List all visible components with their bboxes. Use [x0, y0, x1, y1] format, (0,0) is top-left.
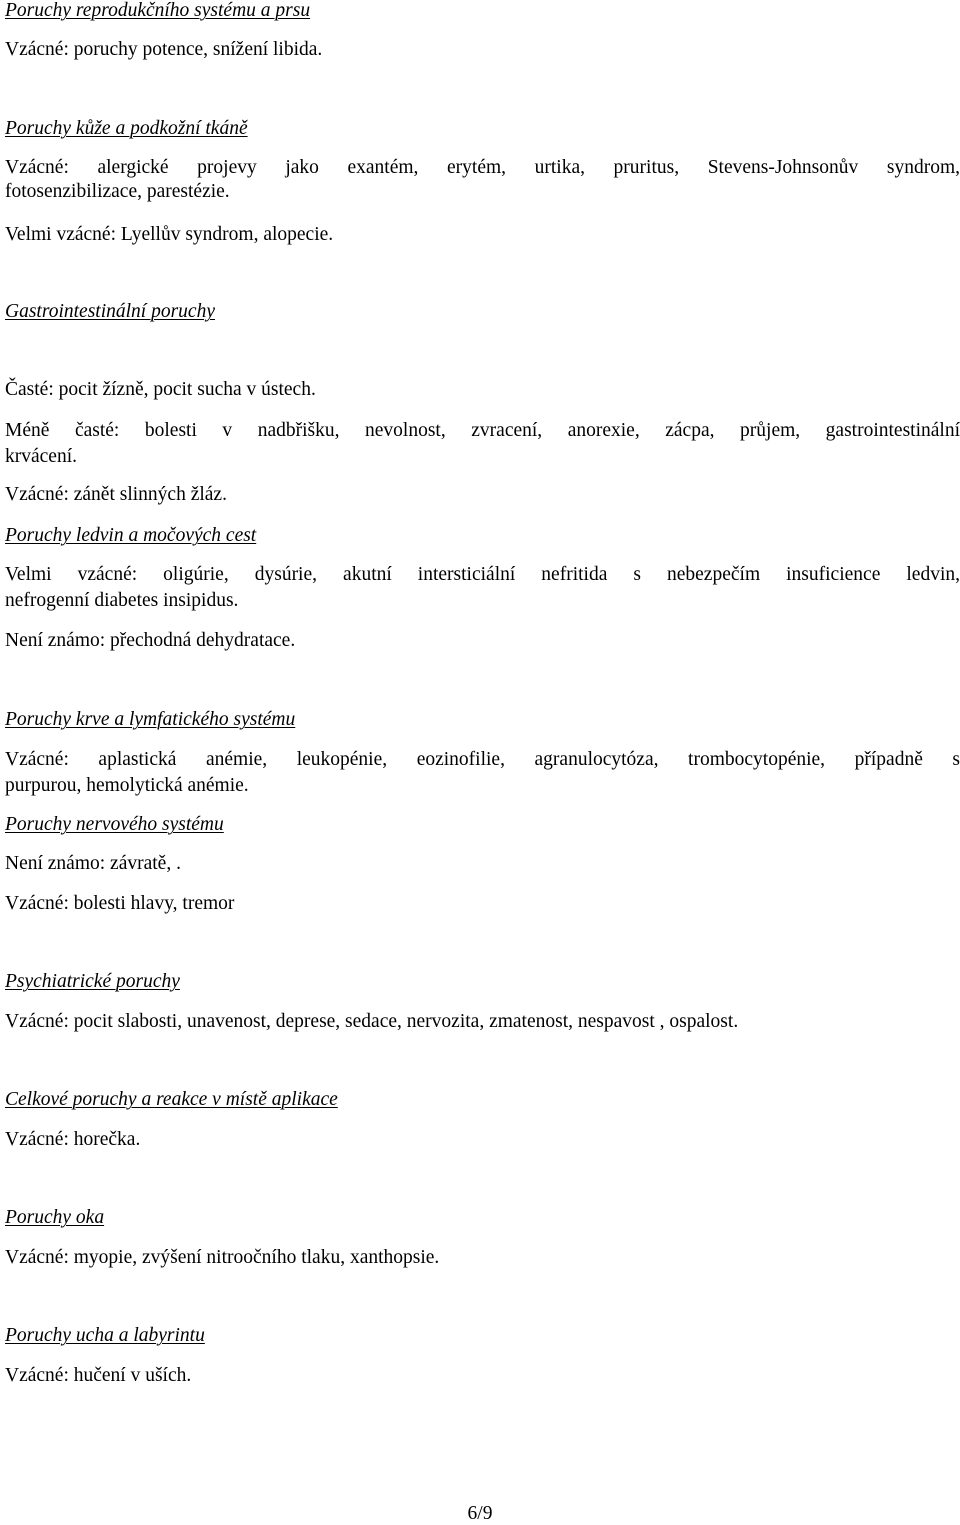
text-line: Vzácné: myopie, zvýšení nitroočního tlaku, xanthopsie. [5, 1247, 440, 1268]
page-number: 6/9 [467, 1503, 493, 1524]
section-heading-blood: Poruchy krve a lymfatického systému [5, 709, 296, 730]
text-line: Není známo: přechodná dehydratace. [5, 630, 296, 651]
section-heading-eye: Poruchy oka [5, 1207, 105, 1228]
section-heading-skin: Poruchy kůže a podkožní tkáně [5, 118, 248, 139]
text-line: Vzácné: pocit slabosti, unavenost, deprese, sedace, nervozita, zmatenost, nespavost , ospalost. [5, 1011, 739, 1032]
text-line: Časté: pocit žízně, pocit sucha v ústech. [5, 379, 316, 400]
text-line: Vzácné: zánět slinných žláz. [5, 484, 227, 505]
text-line: purpurou, hemolytická anémie. [5, 775, 249, 796]
text-line: fotosenzibilizace, parestézie. [5, 181, 230, 202]
text-line: krvácení. [5, 446, 78, 467]
section-heading-ear: Poruchy ucha a labyrintu [5, 1325, 205, 1346]
text-line: Velmi vzácné: Lyellův syndrom, alopecie. [5, 224, 334, 245]
text-line: Velmi vzácné: oligúrie, dysúrie, akutní intersticiální nefritida s nebezpečím insuficience ledvin, [5, 564, 960, 585]
text-line: Vzácné: aplastická anémie, leukopénie, eozinofilie, agranulocytóza, trombocytopénie, případně s [5, 749, 960, 770]
text-line: Méně časté: bolesti v nadbřišku, nevolnost, zvracení, anorexie, zácpa, průjem, gastrointestinální [5, 420, 960, 441]
section-heading-psychiatric: Psychiatrické poruchy [5, 971, 180, 992]
section-heading-general: Celkové poruchy a reakce v místě aplikace [5, 1089, 338, 1110]
section-heading-reproductive: Poruchy reprodukčního systému a prsu [5, 0, 311, 21]
text-line: Vzácné: bolesti hlavy, tremor [5, 893, 235, 914]
section-heading-nervous: Poruchy nervového systému [5, 814, 224, 835]
text-line: Vzácné: alergické projevy jako exantém, erytém, urtika, pruritus, Stevens-Johnsonův syndrom, [5, 157, 960, 178]
section-heading-gastrointestinal: Gastrointestinální poruchy [5, 301, 215, 322]
text-line: Vzácné: horečka. [5, 1129, 141, 1150]
text-line: Není známo: závratě, . [5, 853, 181, 874]
text-line: Vzácné: poruchy potence, snížení libida. [5, 39, 323, 60]
text-line: Vzácné: hučení v uších. [5, 1365, 192, 1386]
section-heading-kidney: Poruchy ledvin a močových cest [5, 525, 257, 546]
text-line: nefrogenní diabetes insipidus. [5, 590, 239, 611]
